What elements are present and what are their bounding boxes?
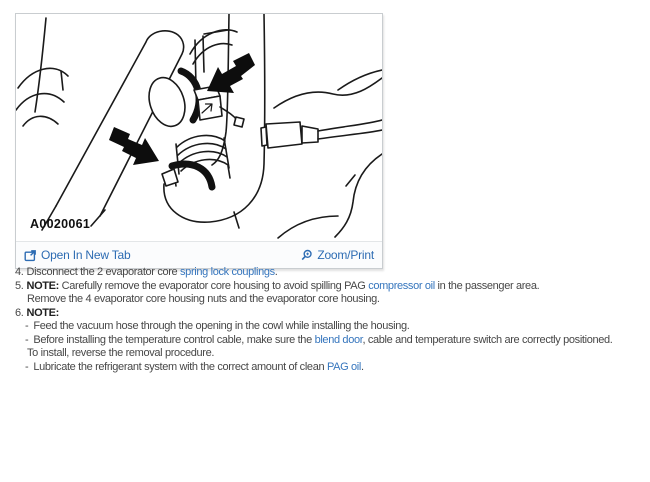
upper-pointer-arrow bbox=[207, 53, 255, 93]
open-in-new-tab-link[interactable] bbox=[24, 248, 131, 262]
bullet-feed-vacuum-hose bbox=[15, 320, 648, 334]
step-6 bbox=[15, 307, 648, 321]
zoom-print-link[interactable] bbox=[300, 248, 374, 262]
step-4-text: Disconnect the 2 evaporator core bbox=[26, 266, 181, 278]
external-link-icon bbox=[24, 249, 37, 262]
bullet-lubricate bbox=[15, 361, 648, 375]
blend-door-link[interactable]: blend door bbox=[314, 333, 363, 346]
evaporator-coupling-diagram bbox=[16, 14, 382, 241]
figure-id-label: A0020061 bbox=[30, 217, 91, 231]
step-5-paragraph: Remove the 4 evaporator core housing nuts and the evaporator core housing. bbox=[27, 293, 380, 305]
figure-footer-bar bbox=[16, 241, 382, 268]
bullet-before-tail: , cable and temperature switch are correctly positioned. bbox=[362, 333, 613, 346]
zoom-print-label: Zoom/Print bbox=[317, 248, 374, 262]
bullet-dash: - bbox=[25, 333, 29, 346]
figure-panel bbox=[15, 13, 383, 269]
spring-lock-couplings-link[interactable]: spring lock couplings bbox=[180, 266, 275, 278]
step-4-number: 4. bbox=[15, 266, 24, 278]
step-4-period: . bbox=[274, 266, 278, 278]
bullet-lubricate-tail: . bbox=[360, 360, 364, 373]
step-5-note-label: NOTE: bbox=[26, 279, 59, 292]
bullet-dash: - bbox=[25, 320, 29, 332]
open-in-new-tab-label: Open In New Tab bbox=[41, 248, 131, 262]
install-paragraph: To install, reverse the removal procedure. bbox=[27, 347, 215, 359]
instruction-text-block bbox=[15, 266, 648, 374]
step-6-note-label: NOTE: bbox=[26, 306, 59, 319]
step-5-tail: in the passenger area. bbox=[434, 279, 540, 292]
step-5-text: Carefully remove the evaporator core housing to avoid spilling PAG bbox=[58, 279, 369, 292]
step-4 bbox=[15, 266, 648, 280]
figure-image-area bbox=[16, 14, 382, 241]
step-5 bbox=[15, 280, 648, 294]
bullet-feed-text: Feed the vacuum hose through the opening in the cowl while installing the housing. bbox=[33, 320, 410, 332]
bullet-before-installing bbox=[15, 334, 648, 348]
step-5-number: 5. bbox=[15, 279, 24, 292]
bullet-dash: - bbox=[25, 360, 29, 373]
pag-oil-link[interactable]: PAG oil bbox=[326, 360, 361, 373]
bullet-lubricate-text: Lubricate the refrigerant system with the correct amount of clean bbox=[33, 360, 327, 373]
magnifier-icon bbox=[300, 249, 313, 262]
bullet-before-text: Before installing the temperature control cable, make sure the bbox=[33, 333, 315, 346]
compressor-oil-link[interactable]: compressor oil bbox=[368, 279, 435, 292]
step-6-number: 6. bbox=[15, 306, 24, 319]
lower-pointer-arrow bbox=[109, 127, 159, 165]
